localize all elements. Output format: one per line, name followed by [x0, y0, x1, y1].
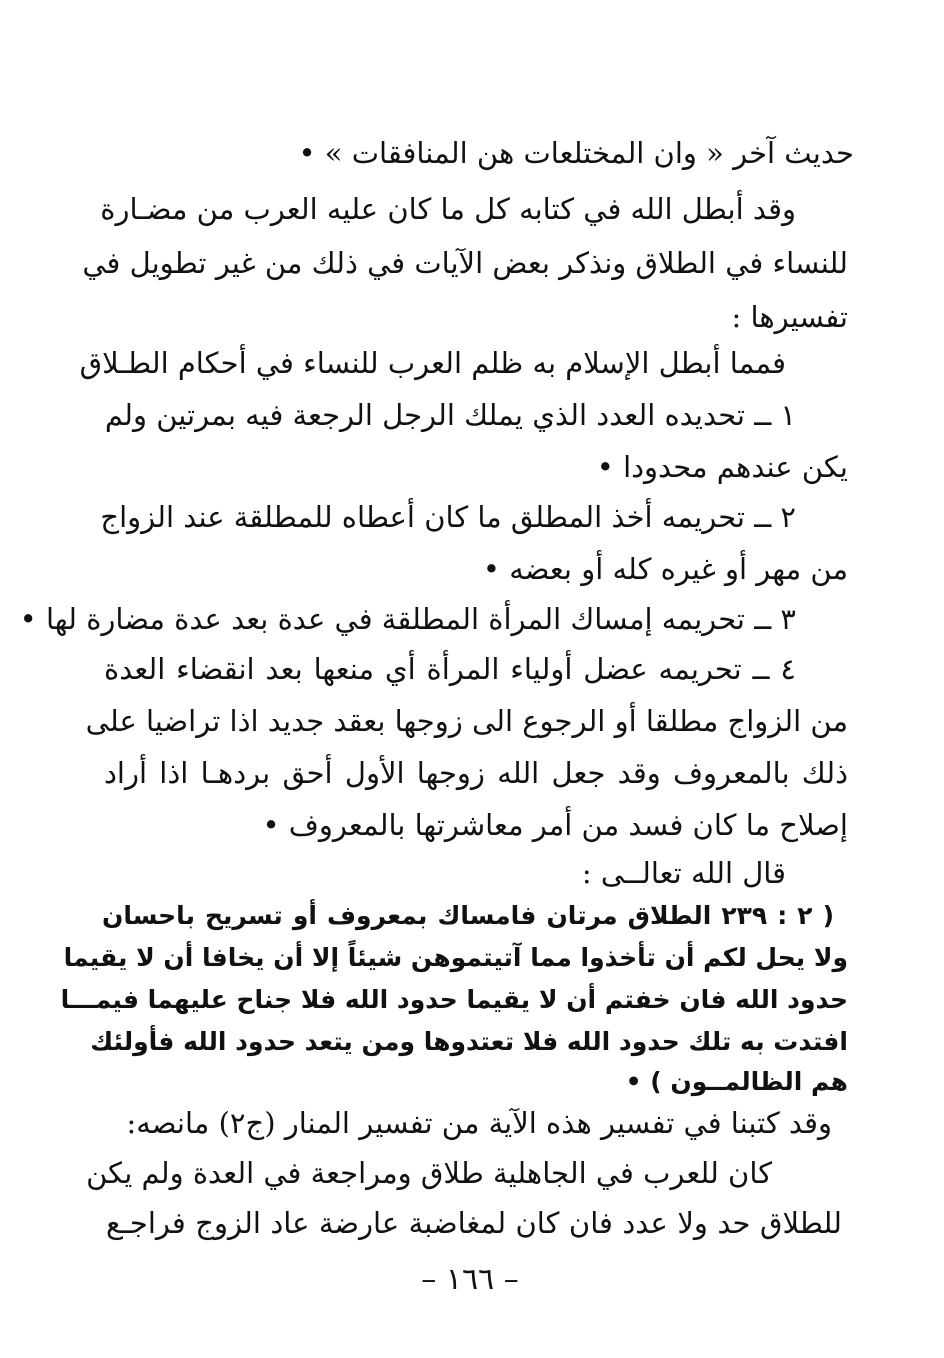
text-line-4: تفسيرها :: [731, 300, 848, 334]
text-line-6: ١ ــ تحديده العدد الذي يملك الرجل الرجعة فيه بمرتين ولم: [104, 398, 796, 432]
text-line-10: ٣ ــ تحريمه إمساك المرأة المطلقة في عدة بعد عدة مضارة لها •: [19, 602, 796, 636]
page-number: – ١٦٦ –: [421, 1262, 519, 1297]
text-line-23: للطلاق حد ولا عدد فان كان لمغاضبة عارضة عاد الزوج فراجـع: [106, 1206, 842, 1240]
text-line-11: ٤ ــ تحريمه عضل أولياء المرأة أي منعها بعد انقضاء العدة: [104, 652, 796, 686]
text-line-22: كان للعرب في الجاهلية طلاق ومراجعة في العدة ولم يكن: [86, 1156, 772, 1190]
quran-line-4: افتدت به تلك حدود الله فلا تعتدوها ومن يتعد حدود الله فأولئك: [90, 1027, 848, 1056]
text-line-8: ٢ ــ تحريمه أخذ المطلق ما كان أعطاه للمطلقة عند الزواج: [100, 500, 796, 534]
text-line-1: حديث آخر « وان المختلعات هن المنافقات » •: [298, 136, 854, 170]
text-line-2: وقد أبطل الله في كتابه كل ما كان عليه العرب من مضـارة: [100, 192, 796, 226]
text-line-3: للنساء في الطلاق ونذكر بعض الآيات في ذلك من غير تطويل في: [82, 246, 848, 280]
text-line-5: فمما أبطل الإسلام به ظلم العرب للنساء في أحكام الطـلاق: [79, 346, 786, 380]
quran-line-2: ولا يحل لكم أن تأخذوا مما آتيتموهن شيئاً إلا أن يخافا أن لا يقيما: [63, 943, 848, 972]
text-line-14: إصلاح ما كان فسد من أمر معاشرتها بالمعروف •: [262, 808, 848, 842]
text-line-9: من مهر أو غيره كله أو بعضه •: [482, 552, 848, 586]
quran-line-5: هم الظالمــون ) •: [625, 1067, 848, 1096]
text-line-12: من الزواج مطلقا أو الرجوع الى زوجها بعقد جديد اذا تراضيا على: [85, 704, 848, 738]
text-line-15: قال الله تعالــى :: [581, 856, 786, 890]
quran-line-3: حدود الله فان خفتم أن لا يقيما حدود الله فلا جناح عليهما فيمـــا: [60, 985, 848, 1014]
text-line-21: وقد كتبنا في تفسير هذه الآية من تفسير المنار (ج٢) مانصه:: [126, 1106, 832, 1140]
quran-line-1: ( ٢ : ٢٣٩ الطلاق مرتان فامساك بمعروف أو تسريح باحسان: [102, 901, 834, 930]
text-line-13: ذلك بالمعروف وقد جعل الله زوجها الأول أحق بردهـا اذا أراد: [104, 756, 848, 790]
text-line-7: يكن عندهم محدودا •: [596, 450, 848, 484]
